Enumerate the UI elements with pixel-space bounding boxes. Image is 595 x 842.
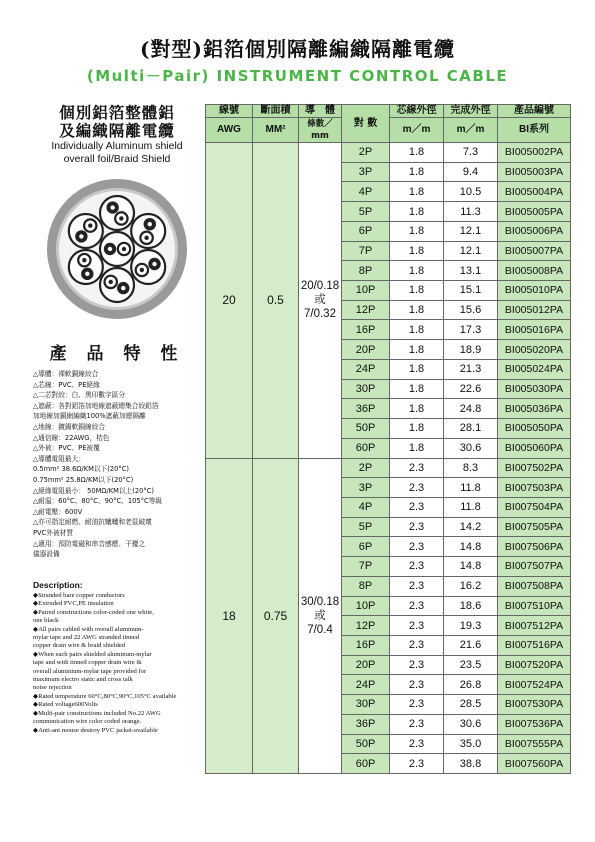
complete-od-cell: 21.3 (444, 359, 498, 379)
pairs-cell: 50P (342, 734, 390, 754)
part-number-cell: BI007504PA (498, 497, 571, 517)
complete-od-cell: 17.3 (444, 320, 498, 340)
pairs-cell: 36P (342, 714, 390, 734)
part-number-cell: BI005016PA (498, 320, 571, 340)
core-od-cell: 2.3 (390, 596, 444, 616)
header-cross-section: 斷面積 (253, 105, 299, 118)
pairs-cell: 6P (342, 537, 390, 557)
pairs-cell: 5P (342, 517, 390, 537)
complete-od-cell: 13.1 (444, 261, 498, 281)
feature-item: △亦可指定耐燃、耐油抗蟻蟻和老鼠破壞 (33, 518, 152, 527)
conductor-spec-line: 7/0.4 (307, 623, 333, 636)
cross-section-cell: 0.75 (253, 458, 299, 774)
description-item: ◆All pairs cabled with overall aluminum- (33, 625, 144, 633)
part-number-cell: BI005030PA (498, 379, 571, 399)
core-od-cell: 2.3 (390, 675, 444, 695)
part-number-cell: BI007507PA (498, 557, 571, 577)
description-item: maximum electro static and cross talk (33, 676, 133, 684)
core-od-cell: 2.3 (390, 497, 444, 517)
cross-section-cell: 0.5 (253, 143, 299, 459)
pairs-cell: 3P (342, 162, 390, 182)
feature-item: △適用：預防電磁和串音感應、干擾之 (33, 539, 146, 548)
complete-od-cell: 18.6 (444, 596, 498, 616)
part-number-cell: BI005060PA (498, 438, 571, 458)
description-item: ◆When each pairs shielded aluminum-mylar (33, 650, 152, 658)
complete-od-cell: 15.6 (444, 300, 498, 320)
pairs-cell: 60P (342, 754, 390, 774)
part-number-cell: BI007510PA (498, 596, 571, 616)
pairs-cell: 10P (342, 281, 390, 301)
description-item: ◆Rated temperature 60°C,80°C,90°C,105°C available (33, 692, 177, 700)
part-number-cell: BI007560PA (498, 754, 571, 774)
product-title-en-1: Individually Aluminum shield (51, 140, 183, 152)
product-title-en-2: overall foil/Braid Shield (63, 152, 171, 165)
pairs-cell: 20P (342, 340, 390, 360)
complete-od-cell: 14.8 (444, 557, 498, 577)
part-number-cell: BI007502PA (498, 458, 571, 478)
pairs-cell: 2P (342, 143, 390, 163)
header-core-od: 芯線外徑 (390, 105, 444, 118)
core-od-cell: 1.8 (390, 202, 444, 222)
part-number-cell: BI007516PA (498, 635, 571, 655)
core-od-cell: 1.8 (390, 379, 444, 399)
page-subtitle: (Multi－Pair) INSTRUMENT CONTROL CABLE (86, 67, 509, 85)
complete-od-cell: 11.8 (444, 478, 498, 498)
part-number-cell: BI007508PA (498, 576, 571, 596)
complete-od-cell: 28.1 (444, 419, 498, 439)
complete-od-cell: 11.3 (444, 202, 498, 222)
feature-item: △芯線：PVC、PE絕緣 (33, 380, 100, 389)
description-item: ◆Paired constructions color-coded one white, (33, 608, 154, 616)
core-od-cell: 2.3 (390, 616, 444, 636)
description-list (33, 592, 208, 735)
complete-od-cell: 24.8 (444, 399, 498, 419)
page-title: (對型)鋁箔個別隔離編織隔離電纜 (140, 37, 455, 61)
pairs-cell: 7P (342, 241, 390, 261)
core-od-cell: 1.8 (390, 320, 444, 340)
header-unit-2: m／m (444, 118, 498, 143)
table-row (206, 143, 571, 163)
complete-od-cell: 21.6 (444, 635, 498, 655)
core-od-cell: 1.8 (390, 162, 444, 182)
header-conductor: 導 體 (299, 105, 342, 118)
core-od-cell: 2.3 (390, 734, 444, 754)
description-item: one black (33, 617, 59, 625)
part-number-cell: BI005004PA (498, 182, 571, 202)
header-complete-od: 完成外徑 (444, 105, 498, 118)
feature-item: △遮蔽：各對鋁箔加地線遮蔽總集合絞鋁箔 (33, 401, 159, 410)
part-number-cell: BI007555PA (498, 734, 571, 754)
core-od-cell: 1.8 (390, 340, 444, 360)
feature-item: △絕緣電阻最小： 50MΩ/KM以上(20°C) (33, 486, 154, 495)
part-number-cell: BI005036PA (498, 399, 571, 419)
description-item: mylar tape and 22 AWG stranded tinned (33, 634, 140, 642)
part-number-cell: BI005006PA (498, 221, 571, 241)
description-item: overall aluminium-mylar tape provided for (33, 667, 147, 675)
core-od-cell: 1.8 (390, 281, 444, 301)
description-item: ◆Rated voltage600Volts (33, 701, 98, 709)
description-item: ◆Anti-ant mouse destroy PVC jacket-available (33, 726, 158, 734)
feature-item: △耐電壓：600V (33, 507, 83, 516)
pairs-cell: 5P (342, 202, 390, 222)
core-od-cell: 2.3 (390, 557, 444, 577)
pairs-cell: 24P (342, 675, 390, 695)
feature-item: △導體：裸軟銅線絞合 (33, 370, 99, 378)
part-number-cell: BI005012PA (498, 300, 571, 320)
product-title-zh-1: 個別鋁箔整體鋁 (59, 103, 175, 122)
left-panel (33, 104, 201, 560)
core-od-cell: 2.3 (390, 635, 444, 655)
core-od-cell: 2.3 (390, 695, 444, 715)
complete-od-cell: 16.2 (444, 576, 498, 596)
part-number-cell: BI005010PA (498, 281, 571, 301)
complete-od-cell: 11.8 (444, 497, 498, 517)
core-od-cell: 1.8 (390, 182, 444, 202)
complete-od-cell: 14.8 (444, 537, 498, 557)
feature-item: △耐溫：60°C、80°C、90°C、105°C等級 (33, 497, 162, 506)
complete-od-cell: 30.6 (444, 438, 498, 458)
pairs-cell: 10P (342, 596, 390, 616)
core-od-cell: 1.8 (390, 399, 444, 419)
complete-od-cell: 30.6 (444, 714, 498, 734)
part-number-cell: BI005005PA (498, 202, 571, 222)
description-block (33, 580, 208, 735)
cable-cross-section-icon (33, 173, 201, 325)
description-item: ◆Multi-pair constructions included No.22 AWG (33, 709, 161, 717)
feature-item: 0.5mm² 38.6Ω/KM以下(20°C) (33, 465, 129, 474)
feature-item: 儀器設備 (33, 550, 60, 559)
feature-item: △地線：鍍錫軟銅線絞合 (33, 422, 106, 431)
core-od-cell: 2.3 (390, 714, 444, 734)
core-od-cell: 1.8 (390, 221, 444, 241)
pairs-cell: 7P (342, 557, 390, 577)
awg-cell: 20 (206, 143, 253, 459)
header-unit-1: m／m (390, 118, 444, 143)
part-number-cell: BI007530PA (498, 695, 571, 715)
pairs-cell: 30P (342, 695, 390, 715)
pairs-cell: 30P (342, 379, 390, 399)
core-od-cell: 2.3 (390, 517, 444, 537)
conductor-spec-line: 7/0.32 (304, 308, 336, 321)
complete-od-cell: 28.5 (444, 695, 498, 715)
complete-od-cell: 8.3 (444, 458, 498, 478)
header-awg: AWG (206, 118, 253, 143)
pairs-cell: 12P (342, 300, 390, 320)
spec-table (205, 104, 571, 774)
complete-od-cell: 38.8 (444, 754, 498, 774)
core-od-cell: 1.8 (390, 359, 444, 379)
complete-od-cell: 12.1 (444, 241, 498, 261)
core-od-cell: 2.3 (390, 576, 444, 596)
description-item: ◆Stranded bare copper conductors (33, 592, 125, 599)
core-od-cell: 1.8 (390, 300, 444, 320)
complete-od-cell: 15.1 (444, 281, 498, 301)
feature-item: △導體電阻最大： (33, 454, 85, 463)
pairs-cell: 3P (342, 478, 390, 498)
core-od-cell: 1.8 (390, 261, 444, 281)
header-part-no: 產品編號 (498, 105, 571, 118)
pairs-cell: 8P (342, 261, 390, 281)
pairs-cell: 20P (342, 655, 390, 675)
description-item: noise rejection (33, 684, 72, 692)
part-number-cell: BI005020PA (498, 340, 571, 360)
complete-od-cell: 22.6 (444, 379, 498, 399)
feature-heading: 產 品 特 性 (49, 344, 185, 364)
pairs-cell: 2P (342, 458, 390, 478)
conductor-cell (299, 143, 342, 459)
feature-item: △外被：PVC、PE被覆 (33, 444, 100, 453)
part-number-cell: BI005002PA (498, 143, 571, 163)
header-pairs: 對 數 (342, 105, 390, 143)
product-title-zh-2: 及編織隔離電纜 (59, 121, 175, 140)
pairs-cell: 6P (342, 221, 390, 241)
pairs-cell: 8P (342, 576, 390, 596)
table-row (206, 458, 571, 478)
part-number-cell: BI005050PA (498, 419, 571, 439)
complete-od-cell: 12.1 (444, 221, 498, 241)
pairs-cell: 50P (342, 419, 390, 439)
spec-table-body (206, 143, 571, 774)
description-item: tape and with tinned copper drain wire & (33, 659, 142, 667)
feature-list (33, 369, 201, 560)
core-od-cell: 2.3 (390, 655, 444, 675)
conductor-spec-line: 或 (314, 609, 326, 622)
header-mm2: MM² (253, 118, 299, 143)
complete-od-cell: 23.5 (444, 655, 498, 675)
description-item: communication wire color coded orange. (33, 718, 142, 726)
part-number-cell: BI007520PA (498, 655, 571, 675)
pairs-cell: 24P (342, 359, 390, 379)
pairs-cell: 4P (342, 497, 390, 517)
conductor-spec-line: 20/0.18 (300, 280, 340, 293)
part-number-cell: BI007503PA (498, 478, 571, 498)
complete-od-cell: 14.2 (444, 517, 498, 537)
feature-item: 加地線加銅網編織100%遮蔽加總隔離 (33, 412, 146, 421)
core-od-cell: 2.3 (390, 537, 444, 557)
conductor-cell (299, 458, 342, 774)
conductor-spec-line: 或 (314, 294, 326, 307)
part-number-cell: BI005024PA (498, 359, 571, 379)
core-od-cell: 2.3 (390, 754, 444, 774)
complete-od-cell: 26.8 (444, 675, 498, 695)
part-number-cell: BI007536PA (498, 714, 571, 734)
feature-item: △通信線：22AWG，桔色 (33, 433, 110, 442)
core-od-cell: 1.8 (390, 241, 444, 261)
feature-item: PVC外被材質 (33, 528, 74, 537)
pairs-cell: 12P (342, 616, 390, 636)
part-number-cell: BI007512PA (498, 616, 571, 636)
feature-item: △二芯對絞：白、黑印數字區分 (33, 391, 126, 400)
part-number-cell: BI005007PA (498, 241, 571, 261)
awg-cell: 18 (206, 458, 253, 774)
core-od-cell: 1.8 (390, 143, 444, 163)
core-od-cell: 2.3 (390, 458, 444, 478)
core-od-cell: 1.8 (390, 419, 444, 439)
part-number-cell: BI005003PA (498, 162, 571, 182)
feature-item: 0.75mm² 25.8Ω/KM以下(20°C) (33, 475, 134, 484)
part-number-cell: BI007505PA (498, 517, 571, 537)
pairs-cell: 36P (342, 399, 390, 419)
complete-od-cell: 18.9 (444, 340, 498, 360)
description-item: copper drain wire & braid shielded (33, 642, 126, 650)
core-od-cell: 1.8 (390, 438, 444, 458)
header-strands: 條數／mm (299, 118, 342, 143)
conductor-spec-line: 30/0.18 (300, 595, 340, 608)
header-series: BI系列 (498, 118, 571, 143)
core-od-cell: 2.3 (390, 478, 444, 498)
description-heading: Description: (33, 580, 83, 590)
complete-od-cell: 19.3 (444, 616, 498, 636)
pairs-cell: 4P (342, 182, 390, 202)
part-number-cell: BI005008PA (498, 261, 571, 281)
complete-od-cell: 35.0 (444, 734, 498, 754)
pairs-cell: 16P (342, 635, 390, 655)
part-number-cell: BI007506PA (498, 537, 571, 557)
pairs-cell: 60P (342, 438, 390, 458)
complete-od-cell: 7.3 (444, 143, 498, 163)
complete-od-cell: 10.5 (444, 182, 498, 202)
pairs-cell: 16P (342, 320, 390, 340)
part-number-cell: BI007524PA (498, 675, 571, 695)
complete-od-cell: 9.4 (444, 162, 498, 182)
header-wire-no: 線號 (206, 105, 253, 118)
description-item: ◆Extruded PVC,PE insulation (33, 600, 114, 608)
